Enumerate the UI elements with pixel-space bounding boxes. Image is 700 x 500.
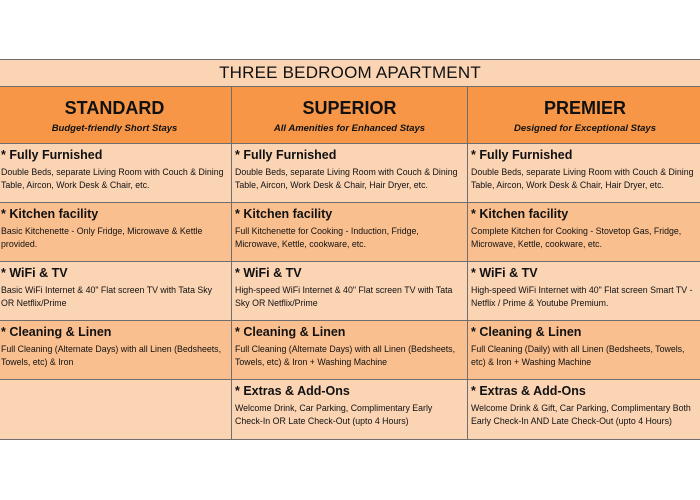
feature-cell-premier-furnished [468, 144, 700, 203]
feature-cell-standard-wifi [0, 262, 232, 321]
feature-title: * WiFi & TV [471, 266, 538, 280]
feature-cell-standard-kitchen [0, 203, 232, 262]
feature-title: * Fully Furnished [235, 148, 337, 162]
plan-subtitle: Budget-friendly Short Stays [51, 122, 178, 134]
plan-subtitle: All Amenities for Enhanced Stays [273, 122, 426, 134]
plan-name: STANDARD [64, 97, 165, 118]
feature-cell-superior-kitchen [232, 203, 468, 262]
feature-cell-premier-kitchen [468, 203, 700, 262]
feature-description: Basic Kitchenette - Only Fridge, Microwave & Kettle provided. [1, 226, 203, 249]
comparison-table [0, 59, 700, 440]
feature-description: Welcome Drink & Gift, Car Parking, Complimentary Both Early Check-In AND Late Check-Out (upto 4 Hours) [471, 403, 691, 426]
feature-title: * Kitchen facility [235, 207, 333, 221]
feature-description: High-speed WiFi Internet & 40" Flat screen TV with Tata Sky OR Netflix/Prime [235, 285, 453, 308]
feature-description: Basic WiFi Internet & 40" Flat screen TV with Tata Sky OR Netflix/Prime [1, 285, 213, 308]
feature-description: Full Cleaning (Alternate Days) with all Linen (Bedsheets, Towels, etc) & Iron + Washing Machine [235, 344, 456, 367]
feature-cell-premier-extras [468, 380, 700, 440]
feature-description: Full Cleaning (Alternate Days) with all Linen (Bedsheets, Towels, etc) & Iron [1, 344, 222, 367]
plan-header-standard [0, 87, 232, 144]
plan-grid [0, 87, 700, 440]
feature-description: Double Beds, separate Living Room with Couch & Dining Table, Aircon, Work Desk & Chair, Hair Dryer, etc. [235, 167, 458, 190]
feature-title: * Cleaning & Linen [235, 325, 346, 339]
feature-cell-superior-extras [232, 380, 468, 440]
feature-description: Full Cleaning (Daily) with all Linen (Bedsheets, Towels, etc) & Iron + Washing Machine [471, 344, 685, 367]
feature-description: Double Beds, separate Living Room with Couch & Dining Table, Aircon, Work Desk & Chair, Hair Dryer, etc. [471, 167, 694, 190]
plan-name: PREMIER [543, 97, 626, 118]
feature-cell-standard-cleaning [0, 321, 232, 380]
feature-title: * WiFi & TV [1, 266, 68, 280]
feature-description: Full Kitchenette for Cooking - Induction, Fridge, Microwave, Kettle, cookware, etc. [235, 226, 419, 249]
feature-title: * Cleaning & Linen [1, 325, 112, 339]
feature-title: * Kitchen facility [1, 207, 99, 221]
feature-title: * Kitchen facility [471, 207, 569, 221]
feature-cell-standard-furnished [0, 144, 232, 203]
feature-cell-superior-cleaning [232, 321, 468, 380]
plan-subtitle: Designed for Exceptional Stays [513, 122, 656, 134]
plan-name: SUPERIOR [302, 97, 397, 118]
feature-title: * Extras & Add-Ons [471, 384, 586, 398]
feature-title: * WiFi & TV [235, 266, 302, 280]
feature-cell-superior-wifi [232, 262, 468, 321]
feature-cell-premier-wifi [468, 262, 700, 321]
feature-title: * Fully Furnished [1, 148, 103, 162]
feature-description: Complete Kitchen for Cooking - Stovetop Gas, Fridge, Microwave, Kettle, cookware, etc. [471, 226, 682, 249]
feature-title: * Fully Furnished [471, 148, 573, 162]
feature-title: * Cleaning & Linen [471, 325, 582, 339]
table-title-bar [0, 59, 700, 87]
plan-header-premier [468, 87, 700, 144]
feature-title: * Extras & Add-Ons [235, 384, 350, 398]
table-title: THREE BEDROOM APARTMENT [219, 63, 481, 82]
feature-description: Double Beds, separate Living Room with Couch & Dining Table, Aircon, Work Desk & Chair, etc. [1, 167, 224, 190]
feature-cell-standard-extras [0, 380, 232, 440]
feature-cell-premier-cleaning [468, 321, 700, 380]
feature-cell-superior-furnished [232, 144, 468, 203]
feature-description: Welcome Drink, Car Parking, Complimentary Early Check-In OR Late Check-Out (upto 4 Hours) [235, 403, 433, 426]
plan-header-superior [232, 87, 468, 144]
feature-description: High-speed WiFi Internet with 40" Flat screen Smart TV - Netflix / Prime & Youtube Premium. [471, 285, 693, 308]
